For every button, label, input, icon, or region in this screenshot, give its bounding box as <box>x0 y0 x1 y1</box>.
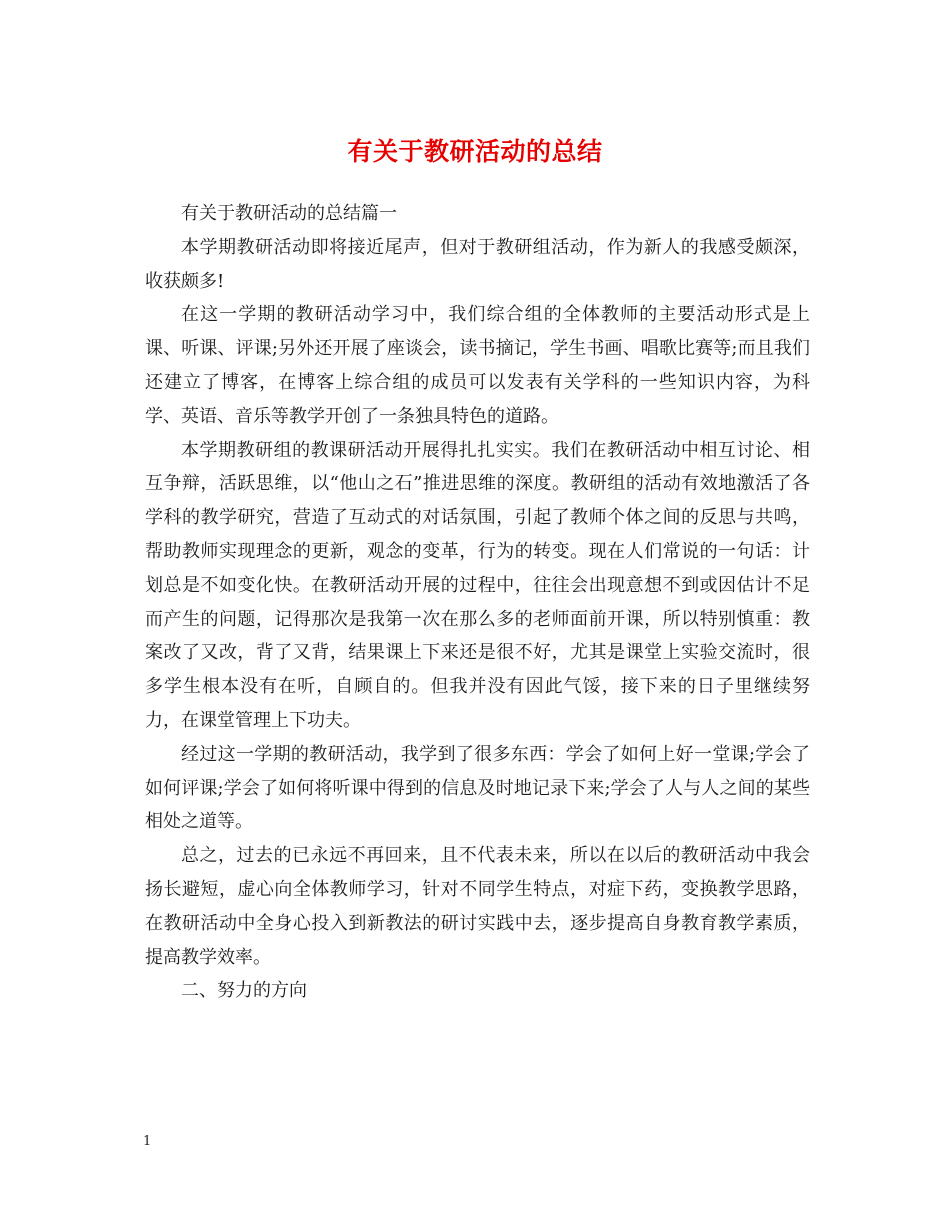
body-paragraph: 本学期教研活动即将接近尾声，但对于教研组活动，作为新人的我感受颇深，收获颇多! <box>145 236 810 292</box>
document-title: 有关于教研活动的总结 <box>347 137 603 166</box>
body-paragraph: 经过这一学期的教研活动，我学到了很多东西：学会了如何上好一堂课;学会了如何评课;学会了如何将听课中得到的信息及时地记录下来;学会了人与人之间的某些相处之道等。 <box>145 743 810 833</box>
document-body <box>145 197 810 1008</box>
body-paragraph: 本学期教研组的教课研活动开展得扎扎实实。我们在教研活动中相互讨论、相互争辩，活跃思维，以“他山之石”推进思维的深度。教研组的活动有效地激活了各学科的教学研究，营造了互动式的对话氛围，引起了教师个体之间的反思与共鸣，帮助教师实现理念的更新，观念的变革，行为的转变。现在人们常说的一句话：计划总是不如变化快。在教研活动开展的过程中，往往会出现意想不到或因估计不足而产生的问题，记得那次是我第一次在那么多的老师面前开课，所以特别慎重：教案改了又改，背了又背，结果课上下来还是很不好，尤其是课堂上实验交流时，很多学生根本没有在听，自顾自的。但我并没有因此气馁，接下来的日子里继续努力，在课堂管理上下功夫。 <box>145 439 810 731</box>
subsection-heading: 二、努力的方向 <box>181 980 307 1002</box>
body-paragraph: 总之，过去的已永远不再回来，且不代表未来，所以在以后的教研活动中我会扬长避短，虚心向全体教师学习，针对不同学生特点，对症下药，变换教学思路，在教研活动中全身心投入到新教法的研讨实践中去，逐步提高自身教育教学素质，提高教学效率。 <box>145 845 810 968</box>
section-heading: 有关于教研活动的总结篇一 <box>181 203 397 224</box>
body-paragraph: 在这一学期的教研活动学习中，我们综合组的全体教师的主要活动形式是上课、听课、评课;另外还开展了座谈会，读书摘记，学生书画、唱歌比赛等;而且我们还建立了博客，在博客上综合组的成员可以发表有关学科的一些知识内容，为科学、英语、音乐等教学开创了一条独具特色的道路。 <box>145 304 810 427</box>
page-number: 1 <box>143 1134 152 1149</box>
